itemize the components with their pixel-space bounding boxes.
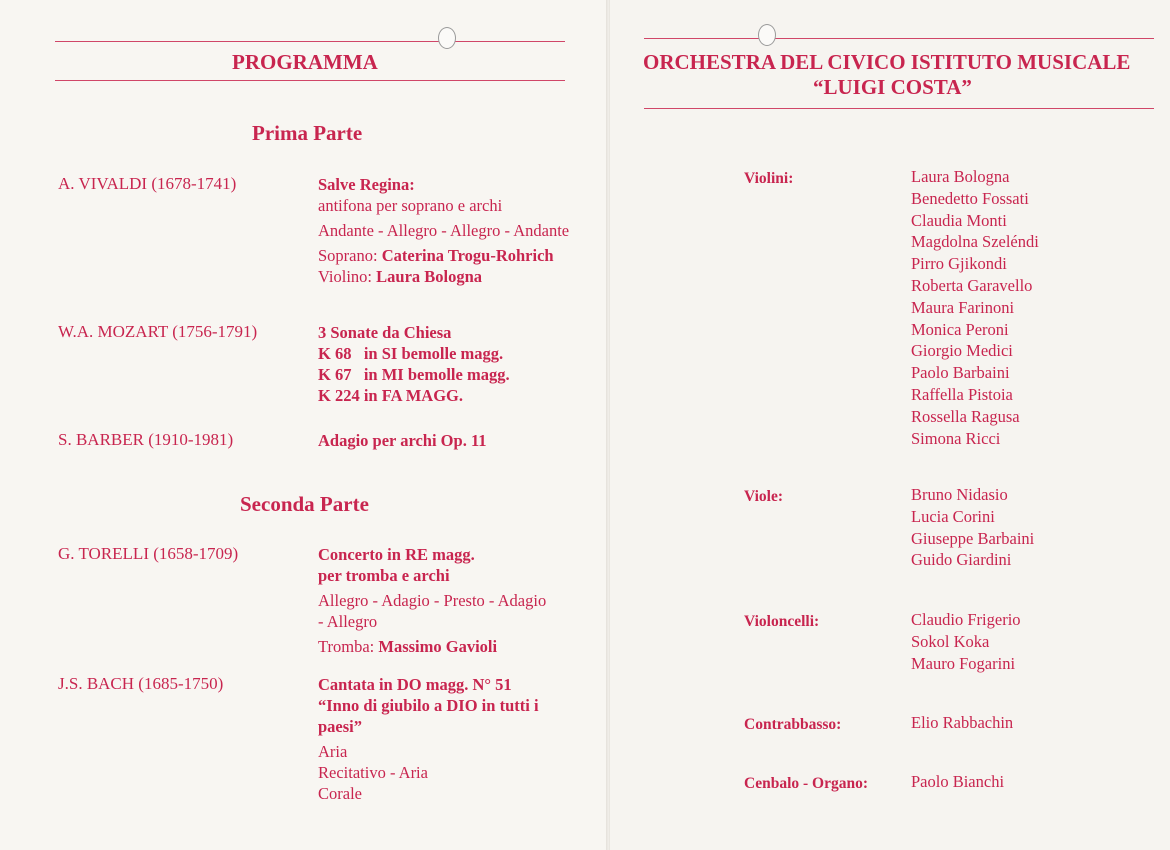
member: Claudia Monti bbox=[911, 210, 1007, 230]
work-barber bbox=[318, 430, 588, 451]
work-torelli bbox=[318, 544, 548, 657]
section-label-contrabbasso: Contrabbasso: bbox=[744, 716, 842, 733]
header-underline bbox=[644, 108, 1154, 109]
work-title: 3 Sonate da Chiesa bbox=[318, 323, 452, 342]
member: Guido Giardini bbox=[911, 550, 1012, 570]
soloist-line bbox=[318, 266, 588, 287]
member: Sokol Koka bbox=[911, 631, 990, 651]
member: Claudio Frigerio bbox=[911, 610, 1021, 629]
member: Giorgio Medici bbox=[911, 341, 1013, 361]
member: Paolo Barbaini bbox=[911, 363, 1010, 383]
soloist-name: Massimo Gavioli bbox=[378, 637, 498, 656]
soloist-line bbox=[318, 245, 588, 266]
members-contrabbasso bbox=[911, 712, 1013, 734]
member: Mauro Fogarini bbox=[911, 653, 1016, 673]
part1-title: Prima Parte bbox=[252, 121, 363, 145]
work-movements: Andante - Allegro - Allegro - Andante bbox=[318, 221, 570, 240]
member: Magdolna Szeléndi bbox=[911, 232, 1039, 252]
section-label-cembalo-organo: Cenbalo - Organo: bbox=[744, 775, 868, 792]
soloist-name: Caterina Trogu-Rohrich bbox=[381, 246, 554, 265]
punch-hole bbox=[438, 27, 456, 49]
members-viole bbox=[911, 484, 1034, 571]
members-violoncelli bbox=[911, 609, 1021, 674]
movement: Recitativo - Aria bbox=[318, 763, 428, 782]
work-subtitle: antifona per soprano e archi bbox=[318, 196, 503, 215]
composer-bach: J.S. BACH (1685-1750) bbox=[58, 674, 224, 693]
work-title: Adagio per archi Op. 11 bbox=[318, 431, 487, 450]
work-k67: K 67 in MI bemolle magg. bbox=[318, 365, 510, 384]
member: Rossella Ragusa bbox=[911, 406, 1020, 426]
composer-mozart: W.A. MOZART (1756-1791) bbox=[58, 322, 258, 341]
member: Roberta Garavello bbox=[911, 275, 1033, 295]
work-movements: Allegro - Adagio - Presto - Adagio - Allegro bbox=[318, 591, 547, 631]
work-title: Salve Regina: bbox=[318, 175, 415, 194]
work-title: Cantata in DO magg. N° 51 bbox=[318, 675, 512, 694]
work-k68: K 68 in SI bemolle magg. bbox=[318, 344, 504, 363]
soloist-role: Violino: bbox=[318, 267, 373, 286]
orchestra-page bbox=[610, 0, 1170, 850]
program-header: PROGRAMMA bbox=[232, 50, 378, 74]
section-label-violoncelli: Violoncelli: bbox=[744, 613, 820, 630]
composer-torelli: G. TORELLI (1658-1709) bbox=[58, 544, 239, 563]
work-subtitle: per tromba e archi bbox=[318, 566, 450, 585]
member: Raffella Pistoia bbox=[911, 384, 1013, 404]
top-rule bbox=[55, 41, 565, 42]
movement: Aria bbox=[318, 742, 348, 761]
member: Benedetto Fossati bbox=[911, 188, 1029, 208]
work-title: Concerto in RE magg. bbox=[318, 545, 475, 564]
soloist-name: Laura Bologna bbox=[376, 267, 483, 286]
work-subtitle: “Inno di giubilo a DIO in tutti i paesi” bbox=[318, 696, 539, 736]
orchestra-header-line2: “LUIGI COSTA” bbox=[813, 75, 972, 99]
member: Maura Farinoni bbox=[911, 297, 1015, 317]
punch-hole bbox=[758, 24, 776, 46]
member: Pirro Gjikondi bbox=[911, 254, 1007, 274]
member: Laura Bologna bbox=[911, 167, 1010, 186]
member: Simona Ricci bbox=[911, 428, 1001, 448]
work-bach bbox=[318, 674, 574, 804]
header-underline bbox=[55, 80, 565, 81]
soloist-role: Tromba: bbox=[318, 637, 375, 656]
top-rule bbox=[644, 38, 1154, 39]
soloist-role: Soprano: bbox=[318, 246, 378, 265]
soloist-line bbox=[318, 636, 548, 657]
member: Lucia Corini bbox=[911, 506, 995, 526]
composer-vivaldi: A. VIVALDI (1678-1741) bbox=[58, 174, 237, 193]
member: Monica Peroni bbox=[911, 319, 1009, 339]
orchestra-header-line1: ORCHESTRA DEL CIVICO ISTITUTO MUSICALE bbox=[643, 50, 1131, 74]
members-violini bbox=[911, 166, 1039, 449]
work-k224: K 224 in FA MAGG. bbox=[318, 386, 463, 405]
member: Elio Rabbachin bbox=[911, 713, 1014, 732]
composer-barber: S. BARBER (1910-1981) bbox=[58, 430, 234, 449]
movement: Corale bbox=[318, 784, 362, 803]
members-cembalo-organo bbox=[911, 771, 1004, 793]
member: Bruno Nidasio bbox=[911, 485, 1008, 504]
work-mozart bbox=[318, 322, 588, 406]
section-label-violini: Violini: bbox=[744, 170, 794, 187]
member: Giuseppe Barbaini bbox=[911, 528, 1035, 548]
section-label-viole: Viole: bbox=[744, 488, 784, 505]
work-vivaldi bbox=[318, 174, 588, 287]
part2-title: Seconda Parte bbox=[240, 492, 369, 516]
member: Paolo Bianchi bbox=[911, 772, 1005, 791]
